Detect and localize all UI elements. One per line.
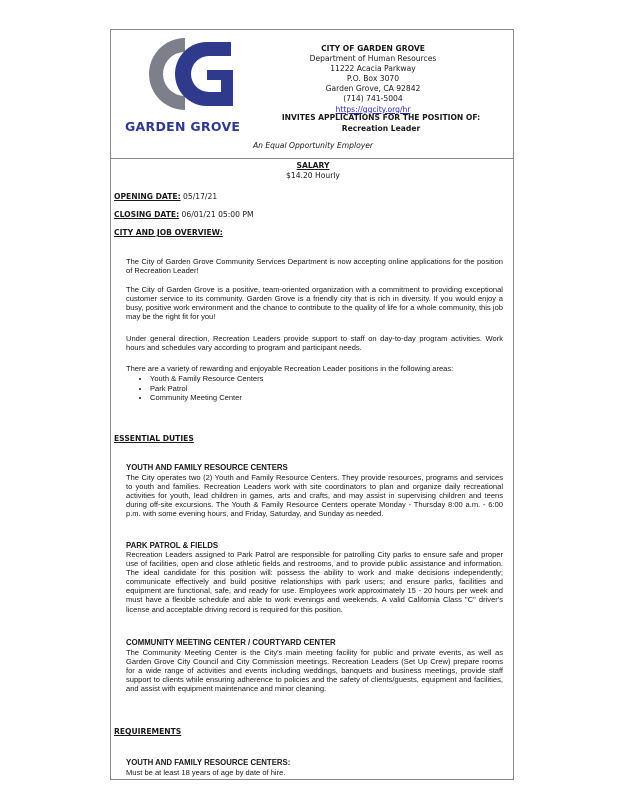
overview-paragraph-1: The City of Garden Grove Community Services Department is now accepting online applications for the position of Recreation Leader!: [126, 257, 503, 276]
job-posting-document: [110, 29, 514, 780]
position-title: Recreation Leader: [341, 123, 421, 133]
position-areas-list: [126, 374, 263, 403]
salary-value: $14.20 Hourly: [286, 171, 340, 181]
city-name: CITY OF GARDEN GROVE: [321, 44, 425, 53]
closing-date-label: CLOSING DATE:: [114, 210, 180, 219]
department-contact-block: [231, 44, 514, 115]
overview-paragraph-4: There are a variety of rewarding and enjoyable Recreation Leader positions in the following areas:: [126, 364, 454, 373]
requirements-heading-text: REQUIREMENTS: [114, 727, 182, 736]
overview-heading-text: CITY AND JOB OVERVIEW:: [114, 228, 223, 237]
garden-grove-logo: [123, 34, 241, 114]
requirements-youth-subheading: YOUTH AND FAMILY RESOURCE CENTERS:: [126, 758, 291, 767]
opening-date: [114, 192, 217, 201]
closing-date-value: 06/01/21 05:00 PM: [181, 210, 254, 219]
invites-line: INVITES APPLICATIONS FOR THE POSITION OF:: [281, 113, 481, 122]
closing-date: [114, 210, 254, 219]
list-item: • Park Patrol: [150, 384, 263, 394]
essential-duties-heading: [114, 434, 194, 443]
phone-number: (714) 741-5004: [343, 94, 403, 104]
city-state-zip: Garden Grove, CA 92842: [325, 84, 421, 94]
park-patrol-subheading: PARK PATROL & FIELDS: [126, 541, 219, 550]
salary-label: SALARY: [296, 161, 330, 170]
po-box: P.O. Box 3070: [346, 74, 400, 84]
overview-paragraph-3: Under general direction, Recreation Leaders provide support to staff on day-to-day program activities. Work hours and schedules vary according to program and participant needs.: [126, 334, 503, 353]
requirements-youth-text: Must be at least 18 years of age by date of hire.: [126, 768, 286, 777]
youth-centers-subheading: YOUTH AND FAMILY RESOURCE CENTERS: [126, 463, 288, 472]
list-item: • Community Meeting Center: [150, 393, 263, 403]
opening-date-label: OPENING DATE:: [114, 192, 181, 201]
opening-date-value: 05/17/21: [183, 192, 218, 201]
requirements-heading: [114, 727, 181, 736]
street-address: 11222 Acacia Parkway: [330, 64, 416, 74]
hr-website-link[interactable]: https://ggcity.org/hr: [335, 104, 411, 114]
invitation-heading: [181, 113, 514, 134]
park-patrol-description: Recreation Leaders assigned to Park Patrol are responsible for patrolling City parks to ensure safe and proper use of facilities, open and close athletic fields and restrooms, and to provide public assistance and information. The ideal candidate for this position will: possess the ability to work and make decisions independently; communicate effectively and build positive relationships with park users; and ensure parks, facilities and equipment are functional, safe, and ready for use. Employees work approximately 15 - 20 hours per week and must have a flexible schedule and able to work evenings and weekends. A valid California Class "C" driver's license and acceptable driving record is required for this position.: [126, 550, 503, 614]
salary-block: [111, 161, 514, 182]
youth-centers-description: The City operates two (2) Youth and Family Resource Centers. They provide resources, programs and services to youth and families. Recreation Leaders work with site coordinators to plan and organize daily recreational activities for youth, lead children in games, arts and crafts, and may assist in supervising children and teens during off-site excursions. The Youth & Family Resource Centers operate Monday - Thursday 8:00 a.m. - 6:00 p.m. with some evening hours, and Friday, Saturday, and Sunday as needed.: [126, 473, 503, 519]
community-meeting-center-subheading: COMMUNITY MEETING CENTER / COURTYARD CENTER: [126, 638, 336, 647]
equal-opportunity-statement: An Equal Opportunity Employer: [252, 141, 374, 150]
overview-heading: [114, 228, 223, 237]
community-meeting-center-description: The Community Meeting Center is the City's main meeting facility for public and private events, as well as Garden Grove City Council and City Commission meetings. Recreation Leaders (Set Up Crew) prepare rooms for a wide range of activities and events including weddings, banquets and business meetings, provide staff support to clients while ensuring adherence to policies and the safety of clients/guests, equipment and facilities, and assist with equipment maintenance and minor cleaning.: [126, 648, 503, 694]
department-name: Department of Human Resources: [309, 54, 437, 64]
posting-header: [111, 30, 513, 159]
overview-paragraph-2: The City of Garden Grove is a positive, team-oriented organization with a commitment to providing exceptional customer service to its community. Garden Grove is a friendly city that is rich in diversity. If you would enjoy a busy, positive work environment and the chance to contribute to the quality of life for a whole community, this job may be the right fit for you!: [126, 285, 503, 322]
logo-wordmark: GARDEN GROVE: [125, 119, 241, 134]
essential-duties-heading-text: ESSENTIAL DUTIES: [114, 434, 194, 443]
list-item: • Youth & Family Resource Centers: [150, 374, 263, 384]
